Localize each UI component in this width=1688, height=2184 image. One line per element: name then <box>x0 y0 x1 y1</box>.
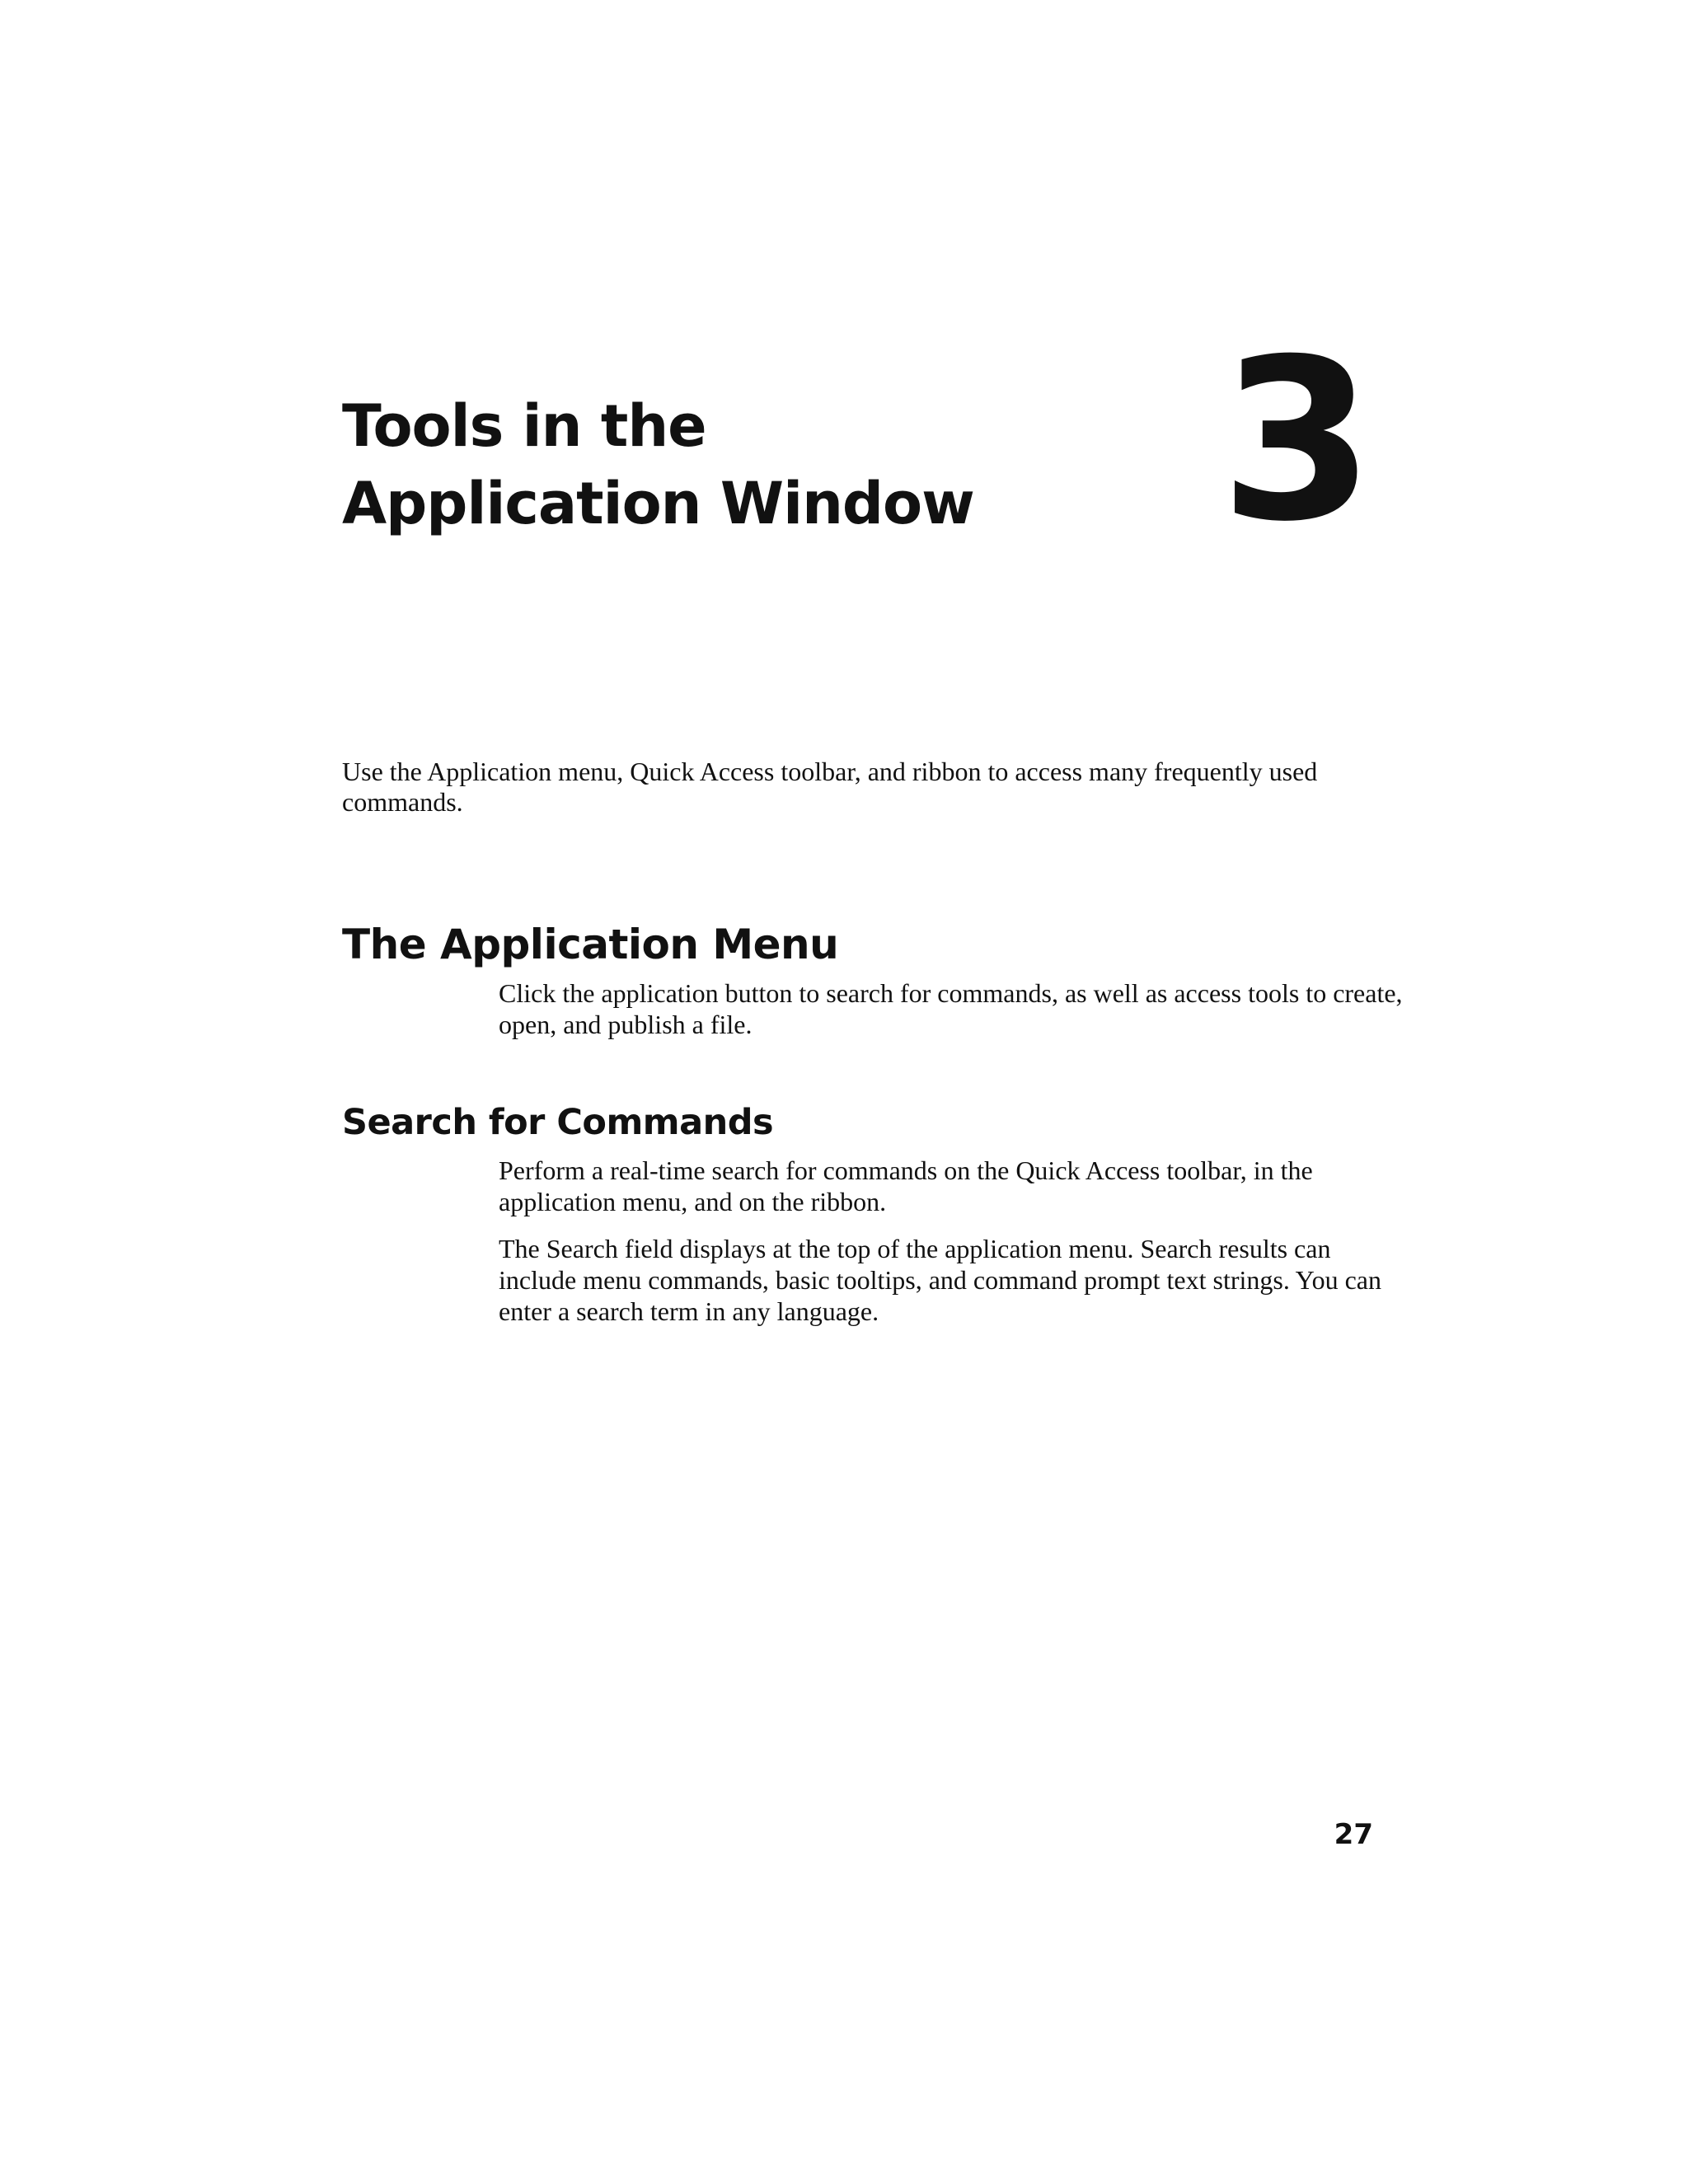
intro-paragraph: Use the Application menu, Quick Access toolbar, and ribbon to access many frequently used commands. <box>342 757 1318 817</box>
search-paragraph-1: Perform a real-time search for commands on the Quick Access toolbar, in the application menu, and on the ribbon. <box>499 1155 1313 1216</box>
chapter-title: Tools in the Application Window <box>342 392 974 537</box>
chapter-number: 3 <box>1220 311 1370 570</box>
page-number: 27 <box>1334 1818 1373 1851</box>
search-paragraph-2: The Search field displays at the top of the application menu. Search results can include menu commands, basic tooltips, and command prompt text strings. You can enter a search term in any language. <box>499 1234 1381 1326</box>
section-heading-search-for-commands: Search for Commands <box>342 1102 774 1143</box>
application-menu-paragraph: Click the application button to search for commands, as well as access tools to create, open, and publish a file. <box>499 978 1403 1039</box>
section-heading-application-menu: The Application Menu <box>342 921 839 968</box>
